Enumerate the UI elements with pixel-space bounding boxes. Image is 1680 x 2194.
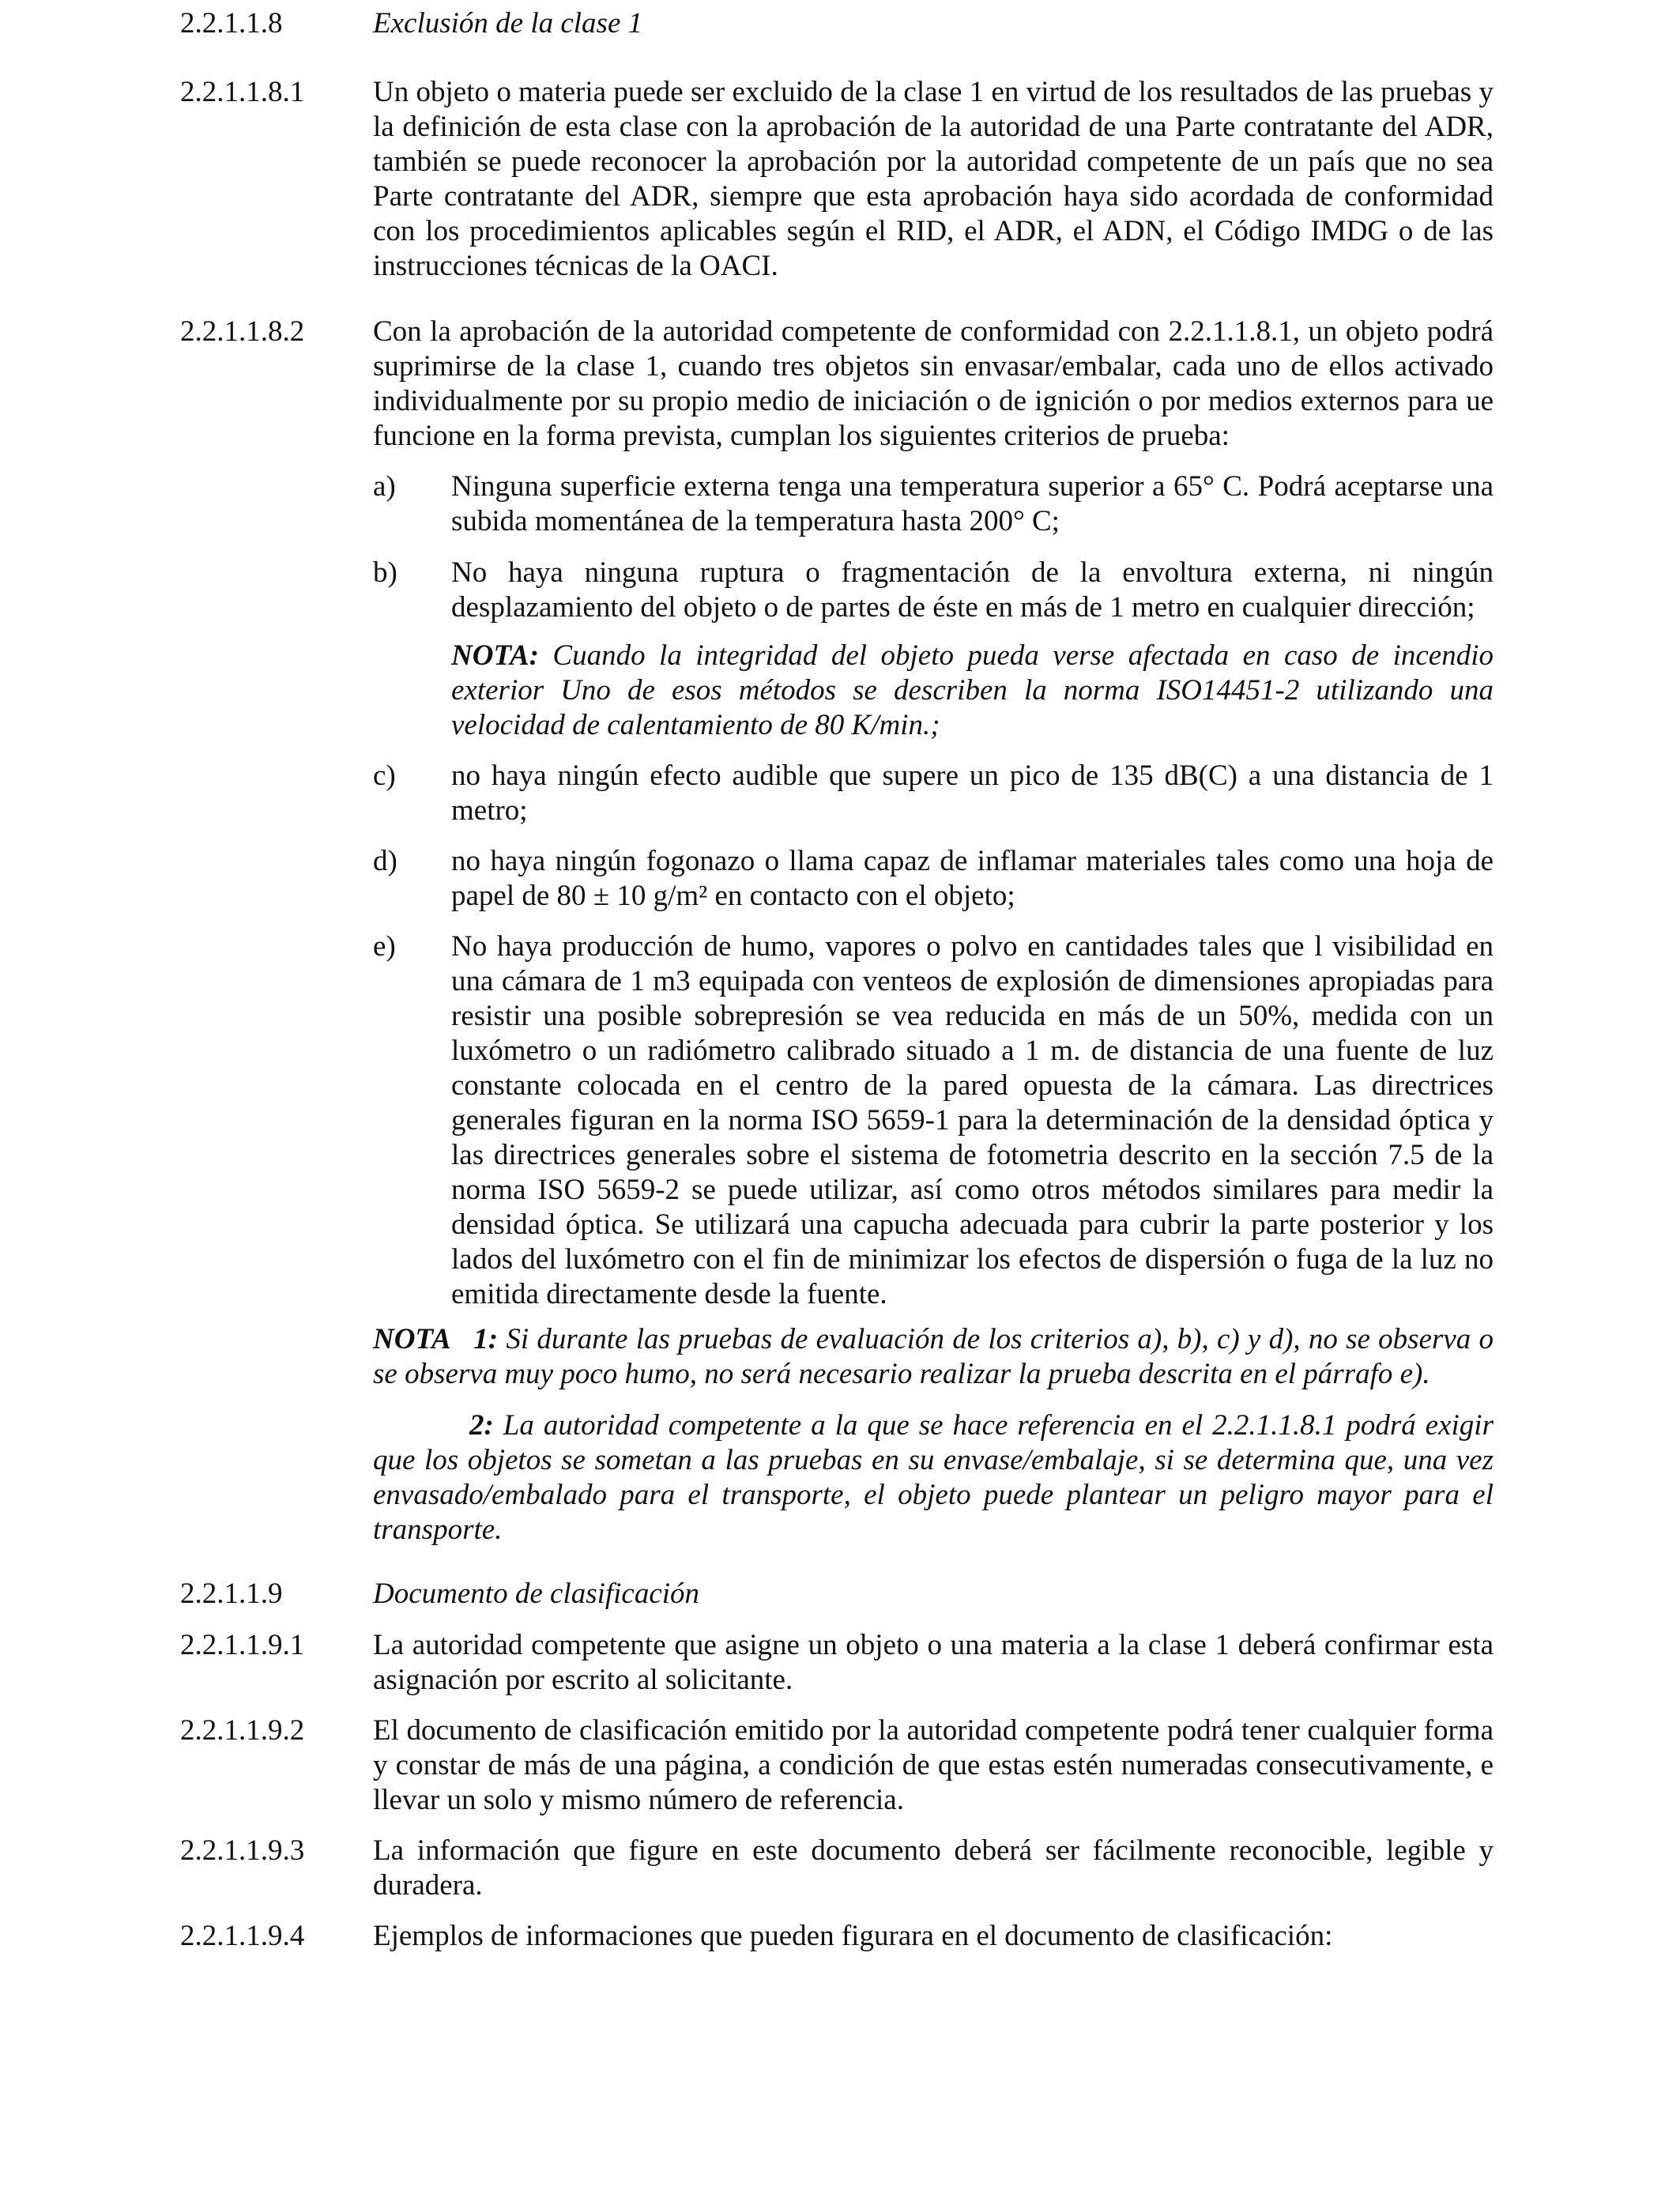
list-item-text: no haya ningún fogonazo o llama capaz de inflamar materiales tales como una hoja de papel de 80 ± 10 g/m² en contacto con el objeto; — [451, 845, 1494, 912]
section-paragraph: La información que figure en este documento deberá ser fácilmente reconocible, legible y duradera. — [373, 1834, 1494, 1902]
note-text: Si durante las pruebas de evaluación de los criterios a), b), c) y d), no se observa o se observa muy poco humo, no será necesario realizar la prueba descrita en el párrafo e). — [373, 1323, 1494, 1390]
section-number: 2.2.1.1.8 — [180, 7, 283, 40]
section-number: 2.2.1.1.9.2 — [180, 1714, 305, 1747]
note-item-b — [451, 639, 1494, 743]
list-item-text: No haya producción de humo, vapores o polvo en cantidades tales que l visibilidad en una cámara de 1 m3 equipada con venteos de explosión de dimensiones apropiadas para resistir una posible sobrepresión se vea reducida en más de un 50%, medida con un luxómetro o un radiómetro calibrado situado a 1 m. de distancia de una fuente de luz constante colocada en el centro de la pared opuesta de la cámara. Las directrices generales figuran en la norma ISO 5659-1 para la determinación de la densidad óptica y las directrices generales sobre el sistema de fotometria descrito en la sección 7.5 de la norma ISO 5659-2 se puede utilizar, así como otros métodos similares para medir la densidad óptica. Se utilizará una capucha adecuada para cubrir la parte posterior y los lados del luxómetro con el fin de minimizar los efectos de dispersión o fuga de la luz no emitida directamente desde la fuente. — [451, 930, 1494, 1310]
section-number: 2.2.1.1.9 — [180, 1578, 283, 1610]
section-number: 2.2.1.1.8.1 — [180, 76, 305, 108]
note-text: Cuando la integridad del objeto pueda verse afectada en caso de incendio exterior Uno de esos métodos se describen la norma ISO14451-2 utilizando una velocidad de calentamiento de 80 K/min.; — [451, 639, 1494, 741]
list-item-label: b) — [373, 556, 397, 589]
list-item-label: d) — [373, 845, 397, 877]
section-paragraph: El documento de clasificación emitido por la autoridad competente podrá tener cualquier forma y constar de más de una página, a condición de que estas estén numeradas consecutivamente, e llevar un solo y mismo número de referencia. — [373, 1714, 1494, 1816]
section-paragraph: Ejemplos de informaciones que pueden figurara en el documento de clasificación: — [373, 1920, 1333, 1952]
note-1 — [373, 1322, 1494, 1392]
note-2 — [373, 1408, 1494, 1547]
section-number: 2.2.1.1.9.1 — [180, 1629, 305, 1661]
section-number: 2.2.1.1.8.2 — [180, 315, 305, 348]
list-item-text: no haya ningún efecto audible que supere un pico de 135 dB(C) a una distancia de 1 metro; — [451, 760, 1494, 827]
list-item-label: e) — [373, 930, 396, 963]
section-paragraph: Con la aprobación de la autoridad competente de conformidad con 2.2.1.1.8.1, un objeto podrá suprimirse de la clase 1, cuando tres objetos sin envasar/embalar, cada uno de ellos activado individualmente por su propio medio de iniciación o de ignición o por medios externos para ue funcione en la forma prevista, cumplan los siguientes criterios de prueba: — [373, 315, 1494, 452]
list-item-text: Ninguna superficie externa tenga una temperatura superior a 65° C. Podrá aceptarse una subida momentánea de la temperatura hasta 200° C; — [451, 470, 1494, 537]
list-item-text: No haya ninguna ruptura o fragmentación de la envoltura externa, ni ningún desplazamiento del objeto o de partes de éste en más de 1 metro en cualquier dirección; — [451, 556, 1494, 624]
section-paragraph: Un objeto o materia puede ser excluido de la clase 1 en virtud de los resultados de las pruebas y la definición de esta clase con la aprobación de la autoridad de una Parte contratante del ADR, también se puede reconocer la aprobación por la autoridad competente de un país que no sea Parte contratante del ADR, siempre que esta aprobación haya sido acordada de conformidad con los procedimientos aplicables según el RID, el ADR, el ADN, el Código IMDG o de las instrucciones técnicas de la OACI. — [373, 76, 1494, 282]
note-label: NOTA: — [451, 639, 539, 672]
section-number: 2.2.1.1.9.4 — [180, 1920, 305, 1952]
note-label: NOTA 1: — [373, 1323, 499, 1355]
section-heading: Documento de clasificación — [373, 1578, 700, 1610]
note-text: La autoridad competente a la que se hace referencia en el 2.2.1.1.8.1 podrá exigir que los objetos se sometan a las pruebas en su envase/embalaje, si se determina que, una vez envasado/embalado para el transporte, el objeto puede plantear un peligro mayor para el transporte. — [373, 1409, 1494, 1546]
list-item-a — [373, 469, 1494, 539]
list-item-label: a) — [373, 470, 396, 503]
section-number: 2.2.1.1.9.3 — [180, 1834, 305, 1867]
section-paragraph: La autoridad competente que asigne un objeto o una materia a la clase 1 deberá confirmar esta asignación por escrito al solicitante. — [373, 1629, 1494, 1696]
note-label: 2: — [469, 1409, 494, 1442]
section-heading: Exclusión de la clase 1 — [373, 7, 643, 40]
list-item-label: c) — [373, 760, 396, 792]
